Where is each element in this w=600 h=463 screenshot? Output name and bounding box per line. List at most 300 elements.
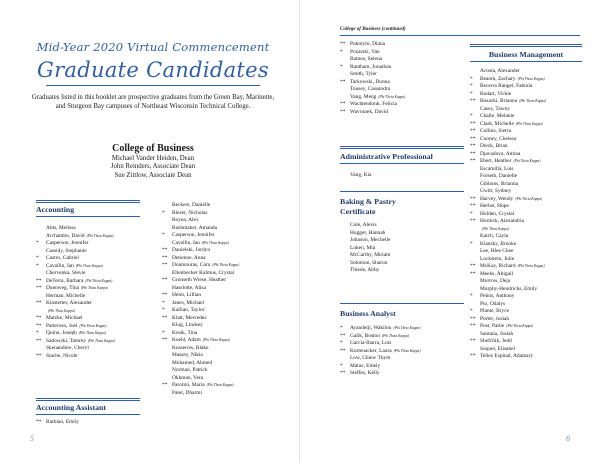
graduate-name: Barbian, Emily bbox=[46, 419, 79, 425]
graduate-entry bbox=[470, 128, 582, 136]
graduate-name: Mohamed, Ahmed bbox=[172, 359, 213, 366]
name-list bbox=[340, 222, 464, 275]
section-heading: Business Management bbox=[470, 47, 582, 62]
graduate-name: Hasslotte, Alisa bbox=[172, 284, 206, 291]
distinction-mark: ** bbox=[340, 347, 346, 354]
section-accounting-assistant bbox=[36, 398, 140, 427]
graduate-name: Thiede, Abby bbox=[350, 267, 380, 273]
graduate-entry bbox=[470, 353, 582, 361]
graduate-entry bbox=[340, 86, 464, 94]
graduate-name: Post, Pattie bbox=[480, 323, 505, 329]
graduate-entry bbox=[36, 315, 140, 323]
graduate-entry bbox=[470, 76, 582, 84]
graduate-entry bbox=[162, 315, 290, 323]
graduate-entry bbox=[470, 106, 582, 114]
graduate-entry bbox=[340, 340, 464, 348]
graduate-name: Low, Chiew Thym bbox=[350, 355, 391, 361]
distinction-mark: * bbox=[340, 63, 343, 70]
graduate-name: Meeks, Abigail bbox=[480, 270, 513, 277]
graduate-entry bbox=[340, 252, 464, 260]
graduate-entry bbox=[36, 263, 140, 271]
graduate-entry bbox=[162, 232, 290, 240]
dean-line: Sue Zittlow, Associate Dean bbox=[114, 171, 192, 179]
graduate-name: McCarthy, Miriam bbox=[350, 252, 391, 258]
graduate-entry bbox=[470, 173, 582, 181]
graduate-name: Gibbons, Brianna bbox=[480, 180, 519, 187]
distinction-mark: * bbox=[162, 232, 165, 238]
graduate-entry bbox=[340, 109, 464, 117]
graduate-entry bbox=[470, 68, 582, 76]
graduate-entry bbox=[470, 263, 582, 271]
dean-line: Michael Vander Heiden, Dean bbox=[111, 155, 195, 162]
graduate-entry bbox=[162, 210, 290, 218]
graduate-name: Plante, Bryce bbox=[480, 308, 510, 314]
distinction-mark: ** bbox=[340, 332, 346, 339]
distinction-mark: * bbox=[340, 48, 343, 55]
graduate-entry bbox=[470, 323, 582, 331]
graduate-name: Lee, Hlee Chee bbox=[480, 248, 514, 254]
graduate-name: Kallian, Taylor bbox=[172, 307, 205, 313]
graduate-entry bbox=[470, 278, 582, 286]
distinction-mark: * bbox=[470, 90, 473, 97]
graduate-name: Ebert, Heather bbox=[480, 158, 512, 164]
section-business-analyst bbox=[340, 303, 464, 378]
graduate-name: Tousey, Cassandra bbox=[350, 86, 390, 92]
graduate-entry bbox=[340, 172, 464, 180]
distinction-mark: ** bbox=[36, 285, 42, 291]
graduate-entry bbox=[162, 352, 290, 360]
graduate-entry bbox=[162, 382, 290, 390]
honor-society-note: (Phi Theta Kappa) bbox=[517, 76, 545, 81]
distinction-mark: * bbox=[162, 209, 165, 216]
graduate-entry bbox=[340, 41, 464, 49]
graduate-name: Katch, Cayla bbox=[480, 233, 509, 239]
distinction-mark: * bbox=[36, 262, 39, 269]
graduate-entry bbox=[340, 333, 464, 341]
section-heading: Accounting Assistant bbox=[36, 401, 140, 415]
honor-society-note: (Phi Theta Kappa) bbox=[381, 333, 409, 338]
graduate-entry bbox=[36, 225, 140, 233]
event-subtitle: Mid-Year 2020 Virtual Commencement bbox=[36, 40, 270, 54]
section-business-continued bbox=[162, 202, 290, 397]
distinction-mark: ** bbox=[470, 120, 476, 127]
section-heading: Accounting bbox=[36, 203, 140, 217]
graduate-name: Janes, Michael bbox=[172, 299, 205, 306]
graduate-entry bbox=[36, 323, 140, 331]
honor-society-note: (Phi Theta Kappa) bbox=[85, 278, 113, 283]
distinction-mark: * bbox=[36, 330, 39, 336]
graduate-entry bbox=[470, 331, 582, 339]
graduate-name: Detienne, Anna bbox=[172, 254, 206, 261]
graduate-entry bbox=[470, 211, 582, 219]
graduate-entry bbox=[470, 218, 582, 226]
graduate-entry bbox=[470, 271, 582, 279]
graduate-entry bbox=[36, 293, 140, 301]
distinction-mark: ** bbox=[470, 323, 476, 329]
graduate-name: Santana, Josiah bbox=[480, 330, 514, 337]
graduate-name: DeTerra, Barbara bbox=[46, 277, 84, 284]
page-number: 6 bbox=[566, 434, 570, 443]
name-list bbox=[36, 225, 140, 360]
graduate-name: Porter, Josiah bbox=[480, 315, 510, 322]
graduate-entry bbox=[36, 240, 140, 248]
honor-society-note: (Phi Theta Kappa) bbox=[206, 383, 234, 387]
graduate-entry bbox=[470, 293, 582, 301]
graduate-entry bbox=[340, 363, 464, 371]
graduate-name: Luken, Mia bbox=[350, 244, 376, 251]
graduate-entry bbox=[162, 240, 290, 248]
distinction-mark: ** bbox=[162, 277, 168, 283]
graduate-entry bbox=[340, 222, 464, 230]
distinction-mark: * bbox=[162, 329, 165, 336]
graduate-entry bbox=[340, 49, 464, 57]
graduate-name: Tarkowski, Donna bbox=[350, 78, 390, 85]
graduate-name: Murphy-Hendricks, Emily bbox=[480, 285, 538, 292]
graduate-entry bbox=[470, 98, 582, 106]
section-business-top-continued bbox=[340, 41, 464, 116]
intro-text: Graduates listed in this booklet are prospective graduates from the Green Bay, Marinette, and Sturgeon Bay campuses of Northeast Wisconsin Technical College. bbox=[31, 94, 275, 111]
graduate-entry bbox=[162, 300, 290, 308]
graduate-name: Pokotylo, Diana bbox=[350, 41, 386, 47]
graduate-entry bbox=[470, 248, 582, 256]
graduate-name: Gwitt, Sydney bbox=[480, 188, 512, 194]
distinction-mark: ** bbox=[340, 370, 346, 376]
distinction-mark: * bbox=[470, 75, 473, 82]
graduate-name: Lockstein, Julie bbox=[480, 255, 515, 262]
graduate-entry bbox=[470, 256, 582, 264]
distinction-mark: * bbox=[340, 362, 343, 369]
honor-society-note: (Phi Theta Kappa) bbox=[48, 308, 75, 313]
graduate-entry bbox=[470, 121, 582, 129]
graduate-name: Danielski, Jordyn bbox=[172, 247, 211, 253]
honor-society-note: (Phi Theta Kappa) bbox=[515, 196, 543, 201]
distinction-mark: ** bbox=[36, 315, 42, 321]
distinction-mark: ** bbox=[162, 337, 168, 343]
graduate-name: Beckers, Danielle bbox=[172, 202, 211, 208]
graduate-name: Kuehl, Adam bbox=[172, 337, 201, 343]
graduate-name: McKay, Richard bbox=[480, 263, 516, 269]
graduate-entry bbox=[470, 188, 582, 196]
graduate-entry bbox=[36, 278, 140, 286]
graduate-name: Herman, Michelle bbox=[46, 292, 86, 299]
graduate-entry bbox=[470, 233, 582, 241]
graduate-name: Acosta, Alexander bbox=[480, 68, 520, 74]
page-number: 5 bbox=[30, 434, 34, 443]
dean-line: John Reinders, Associate Dean bbox=[110, 163, 196, 171]
name-list bbox=[340, 325, 464, 378]
graduate-entry bbox=[340, 267, 464, 275]
graduate-name: Beaom, Zachary bbox=[480, 75, 516, 82]
distinction-mark: ** bbox=[340, 101, 346, 107]
distinction-mark: * bbox=[340, 325, 343, 331]
honor-society-note: (Phi Theta Kappa) bbox=[202, 338, 230, 342]
section-accounting bbox=[36, 200, 140, 360]
graduate-name: Vang, Kia bbox=[350, 172, 372, 178]
distinction-mark: ** bbox=[36, 419, 42, 425]
graduate-entry bbox=[470, 136, 582, 144]
name-list bbox=[36, 419, 140, 427]
graduate-name: Steffes, Kelly bbox=[350, 370, 380, 376]
distinction-mark: ** bbox=[470, 135, 476, 142]
college-name: College of Business bbox=[112, 143, 194, 154]
graduate-name: Okhman, Vera bbox=[172, 374, 204, 381]
graduate-entry bbox=[162, 202, 290, 210]
graduate-name: Dieck, Brian bbox=[480, 143, 508, 149]
distinction-mark: ** bbox=[340, 78, 346, 85]
name-list bbox=[470, 68, 582, 361]
graduate-name: Bosacki, Brianna bbox=[480, 98, 518, 104]
distinction-mark: * bbox=[470, 83, 473, 89]
graduate-name: Wachtendonk, Felicia bbox=[350, 101, 397, 107]
graduate-name: Clark, Michelle bbox=[480, 120, 514, 127]
graduate-name: Klug, Lindsey bbox=[172, 322, 203, 328]
section-administrative-professional bbox=[340, 146, 464, 180]
distinction-mark: ** bbox=[470, 150, 476, 157]
distinction-mark: ** bbox=[470, 315, 476, 322]
graduate-name: Matzke, Michael bbox=[46, 315, 83, 321]
graduate-entry bbox=[470, 91, 582, 99]
section-heading: Business Analyst bbox=[340, 309, 396, 318]
distinction-mark: ** bbox=[162, 314, 168, 321]
graduate-name: Klansky, Brooke bbox=[480, 240, 517, 247]
graduate-name: Castro, Gabriel bbox=[46, 255, 79, 261]
name-list bbox=[340, 172, 464, 180]
graduate-entry bbox=[162, 307, 290, 315]
graduate-entry bbox=[470, 316, 582, 324]
graduate-entry bbox=[36, 419, 140, 427]
distinction-mark: ** bbox=[162, 254, 168, 261]
graduate-entry bbox=[162, 255, 290, 263]
graduate-entry bbox=[340, 94, 464, 102]
graduate-entry bbox=[470, 181, 582, 189]
graduate-name: Cavallin, Ian bbox=[172, 239, 200, 246]
graduate-entry bbox=[162, 330, 290, 338]
graduate-entry bbox=[162, 390, 290, 398]
distinction-mark: * bbox=[162, 307, 165, 313]
right-page bbox=[300, 0, 600, 463]
graduate-name: Harvey, Wendy bbox=[480, 195, 514, 202]
distinction-mark: ** bbox=[162, 262, 168, 268]
graduate-entry bbox=[36, 338, 140, 346]
graduate-entry bbox=[470, 301, 582, 309]
honor-society-note: (Phi Theta Kappa) bbox=[212, 263, 240, 267]
graduate-name: Patel, Dharmi bbox=[172, 389, 202, 396]
graduate-entry bbox=[470, 308, 582, 316]
graduate-name: Pozarski, Van bbox=[350, 48, 380, 55]
honor-society-note: (Phi Theta Kappa) bbox=[201, 240, 229, 245]
graduate-entry bbox=[162, 247, 290, 255]
graduate-entry bbox=[36, 345, 140, 353]
graduate-entry bbox=[470, 158, 582, 166]
graduate-name: Doumouras, Cora bbox=[172, 262, 211, 268]
distinction-mark: * bbox=[162, 299, 165, 306]
graduate-name: Archambo, David bbox=[46, 232, 85, 239]
graduate-entry bbox=[340, 260, 464, 268]
graduate-name: Massey, Nikia bbox=[172, 352, 203, 358]
graduate-entry bbox=[470, 286, 582, 294]
honor-society-note: (Phi Theta Kappa) bbox=[506, 324, 534, 328]
graduate-name: Hugget, Hannah bbox=[350, 229, 386, 236]
distinction-mark: ** bbox=[340, 41, 346, 47]
graduate-entry bbox=[162, 270, 290, 278]
section-baking-pastry bbox=[340, 191, 464, 275]
graduate-name: Parolini, Maria bbox=[172, 382, 205, 388]
graduate-entry bbox=[36, 353, 140, 361]
graduate-entry bbox=[162, 360, 290, 368]
honor-society-note: (Phi Theta Kappa) bbox=[482, 226, 509, 231]
graduate-name: Gronseth Wiese, Heather bbox=[172, 277, 227, 283]
graduate-name: Garcia-Ibarra, Luis bbox=[350, 340, 392, 346]
distinction-mark: ** bbox=[470, 338, 476, 344]
graduate-name: Kinstetter, Alexander bbox=[46, 300, 92, 306]
graduate-entry bbox=[340, 325, 464, 333]
graduate-entry bbox=[470, 338, 582, 346]
graduate-entry bbox=[470, 203, 582, 211]
graduate-entry bbox=[470, 241, 582, 249]
distinction-mark: ** bbox=[470, 195, 476, 202]
graduate-entry bbox=[162, 322, 290, 330]
graduate-entry bbox=[162, 345, 290, 353]
graduate-name: Patterson, Joel bbox=[46, 322, 78, 329]
distinction-mark: ** bbox=[162, 247, 168, 253]
distinction-mark: * bbox=[36, 240, 39, 246]
graduate-name: Smith, Tyler bbox=[350, 71, 377, 77]
graduate-name: Galik, Boston bbox=[350, 332, 380, 339]
graduate-name: Casperson, Jennifer bbox=[46, 240, 89, 246]
graduate-name: Herbst, Hope bbox=[480, 203, 509, 209]
graduate-entry bbox=[340, 56, 464, 64]
distinction-mark: ** bbox=[340, 108, 346, 115]
name-list bbox=[162, 202, 290, 397]
graduate-entry bbox=[470, 346, 582, 354]
honor-society-note: (Phi Theta Kappa) bbox=[517, 264, 545, 268]
graduate-entry bbox=[36, 248, 140, 256]
graduate-name: Boyea, Alex bbox=[172, 217, 199, 223]
page-title: Graduate Candidates bbox=[37, 58, 269, 82]
graduate-name: Forseth, Danielle bbox=[480, 173, 518, 179]
distinction-mark: * bbox=[470, 308, 473, 314]
graduate-entry bbox=[162, 217, 290, 225]
graduate-entry bbox=[470, 166, 582, 174]
graduate-name: Suquet, Elisabel bbox=[480, 345, 516, 352]
distinction-mark: ** bbox=[470, 218, 476, 224]
graduate-name: Holden, Crystal bbox=[480, 210, 515, 217]
graduate-name: Wavrunek, David bbox=[350, 108, 388, 115]
graduate-name: Quinn, Joseph bbox=[46, 330, 77, 336]
graduate-name: Escamilla, Luis bbox=[480, 165, 514, 172]
graduate-name: Ayandeiji, Wakilou bbox=[350, 325, 392, 331]
honor-society-note: (Phi Theta Kappa) bbox=[513, 159, 541, 163]
graduate-entry bbox=[36, 270, 140, 278]
graduate-entry bbox=[36, 285, 140, 293]
distinction-mark: * bbox=[470, 240, 473, 247]
graduate-name: Djavadova, Amina bbox=[480, 150, 521, 157]
honor-society-note: (Phi Theta Kappa) bbox=[378, 94, 406, 99]
honor-society-note: (Phi Theta Kappa) bbox=[393, 326, 421, 330]
graduate-entry bbox=[340, 71, 464, 79]
graduate-entry bbox=[36, 300, 140, 308]
distinction-mark: ** bbox=[470, 143, 476, 149]
graduate-name: Tellez Espinal, Adamary bbox=[480, 353, 534, 359]
name-list bbox=[340, 41, 464, 116]
graduate-name: Bushmaker, Amanda bbox=[172, 224, 217, 231]
graduate-entry bbox=[162, 337, 290, 345]
honor-society-note: (Phi Theta Kappa) bbox=[86, 233, 114, 238]
graduate-name: Bodart, Vickie bbox=[480, 90, 512, 97]
graduate-entry bbox=[36, 308, 140, 316]
distinction-mark: ** bbox=[162, 382, 168, 388]
distinction-mark: ** bbox=[470, 203, 476, 209]
graduate-name: Ramos, Selena bbox=[350, 56, 383, 62]
graduate-entry bbox=[340, 348, 464, 356]
graduate-entry bbox=[340, 237, 464, 245]
section-business-management bbox=[470, 44, 582, 361]
graduate-name: Duenweg, Tina bbox=[46, 285, 79, 291]
graduate-entry bbox=[162, 285, 290, 293]
honor-society-note: (Phi Theta Kappa) bbox=[80, 286, 108, 290]
distinction-mark: ** bbox=[470, 158, 476, 164]
graduate-name: Heim, Lillian bbox=[172, 292, 202, 298]
graduate-name: Challe, Melanie bbox=[480, 113, 515, 119]
continued-header: College of Business (continued) bbox=[340, 27, 406, 32]
graduate-name: Abts, Melissa bbox=[46, 225, 76, 231]
distinction-mark: * bbox=[340, 340, 343, 346]
header-divider bbox=[340, 35, 580, 36]
distinction-mark: ** bbox=[36, 300, 42, 306]
honor-society-note: (Phi Theta Kappa) bbox=[75, 263, 103, 268]
distinction-mark: * bbox=[470, 113, 473, 119]
distinction-mark: ** bbox=[470, 270, 476, 277]
graduate-entry bbox=[470, 143, 582, 151]
distinction-mark: * bbox=[36, 255, 39, 261]
graduate-entry bbox=[162, 262, 290, 270]
graduate-name: Casperson, Jennifer bbox=[172, 232, 215, 238]
honor-society-note: (Phi Theta Kappa) bbox=[79, 323, 107, 328]
graduate-entry bbox=[470, 226, 582, 234]
distinction-mark: ** bbox=[36, 322, 42, 329]
graduate-name: Johnson, Mechelle bbox=[350, 237, 391, 243]
graduate-entry bbox=[162, 375, 290, 383]
graduate-entry bbox=[340, 370, 464, 378]
graduate-name: Shefchik, Jedd bbox=[480, 338, 512, 344]
honor-society-note: (Phi Theta Kappa) bbox=[519, 99, 547, 103]
graduate-name: Klatt, Mercedes bbox=[172, 314, 207, 321]
graduate-name: Kusserow, Blake bbox=[172, 344, 209, 351]
graduate-entry bbox=[340, 101, 464, 109]
graduate-name: Rantham, Jonathan bbox=[350, 63, 392, 70]
graduate-entry bbox=[36, 330, 140, 338]
graduate-name: Ellenbecker Kalmus, Crystal bbox=[172, 269, 235, 276]
distinction-mark: ** bbox=[470, 353, 476, 359]
graduate-entry bbox=[36, 255, 140, 263]
graduate-name: Vang, Meng bbox=[350, 93, 377, 100]
graduate-entry bbox=[470, 196, 582, 204]
graduate-entry bbox=[470, 151, 582, 159]
graduate-name: Chervenka, Stevie bbox=[46, 270, 86, 276]
distinction-mark: ** bbox=[470, 128, 476, 134]
graduate-entry bbox=[470, 113, 582, 121]
title-divider bbox=[46, 85, 260, 86]
distinction-mark: ** bbox=[470, 98, 476, 104]
graduate-entry bbox=[340, 79, 464, 87]
distinction-mark: ** bbox=[36, 337, 42, 344]
graduate-entry bbox=[162, 292, 290, 300]
college-block bbox=[30, 143, 276, 180]
honor-society-note: (Phi Theta Kappa) bbox=[515, 121, 543, 126]
graduate-name: Cavallin, Ian bbox=[46, 262, 74, 269]
distinction-mark: ** bbox=[36, 277, 42, 284]
graduate-entry bbox=[340, 230, 464, 238]
